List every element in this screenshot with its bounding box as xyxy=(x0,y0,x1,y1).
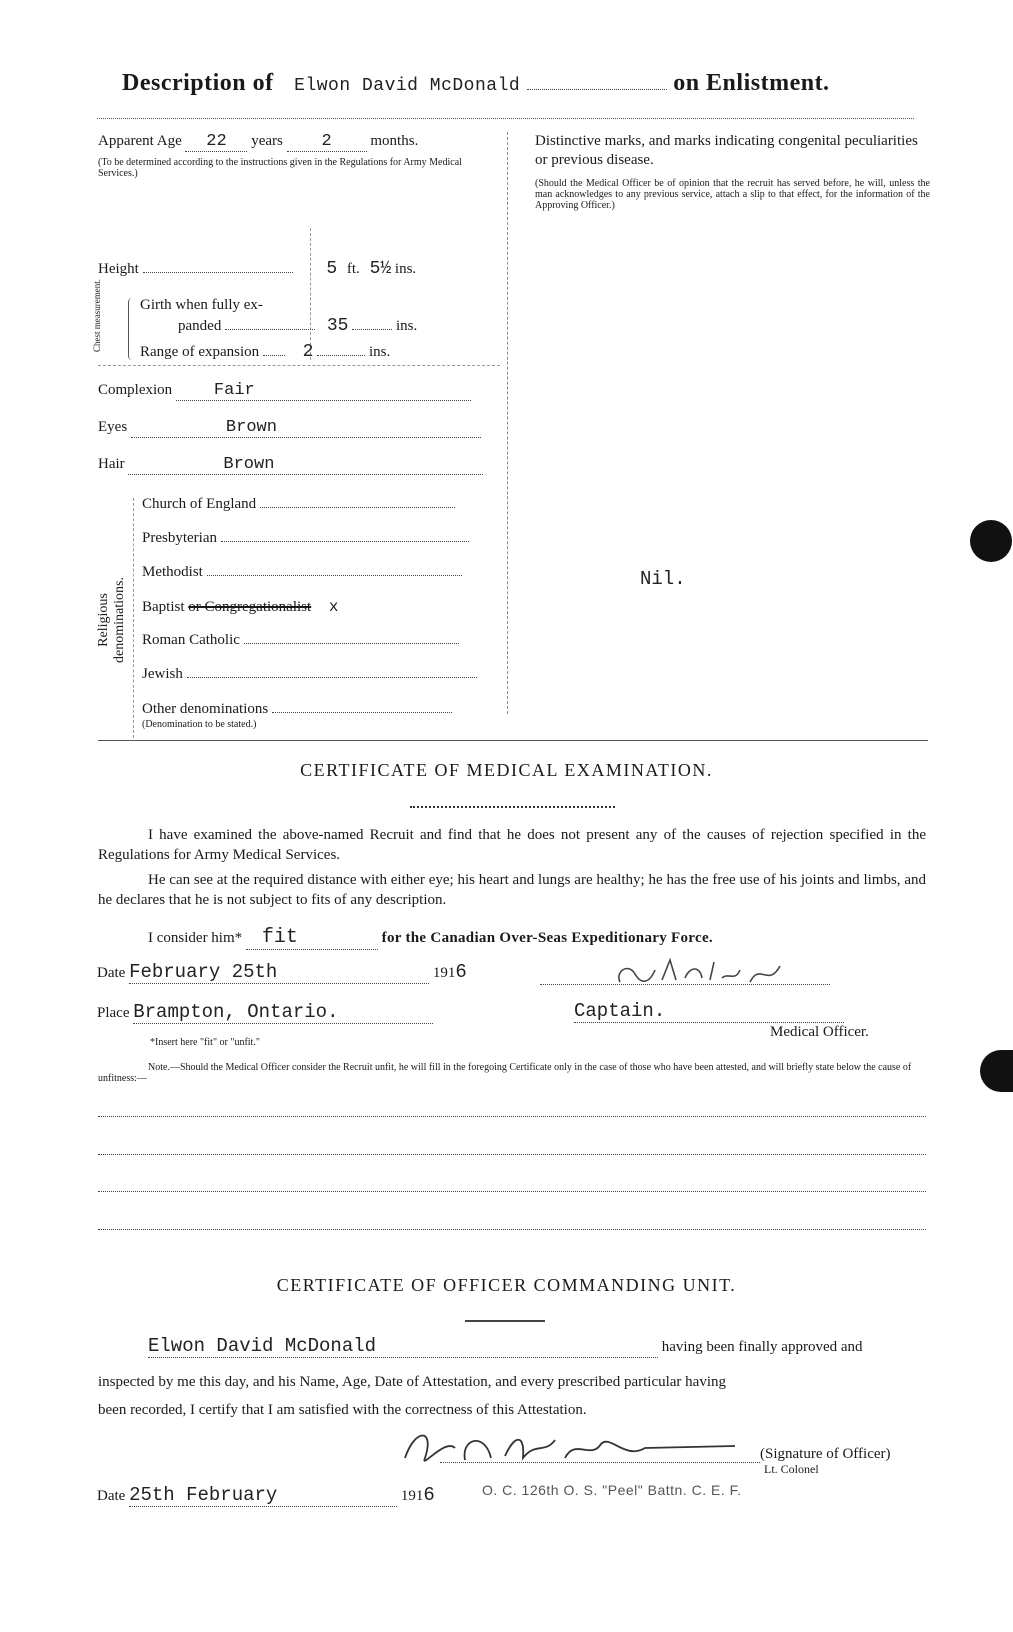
commanding-rank-stamp: Lt. Colonel xyxy=(764,1462,819,1476)
commanding-text-2: inspected by me this day, and his Name, Age, Date of Attestation, and every prescribed particular having xyxy=(98,1374,727,1390)
complexion-label: Complexion xyxy=(98,382,173,398)
unfit-line-1 xyxy=(98,1116,926,1117)
eyes-value: Brown xyxy=(131,418,481,438)
ins-label: ins. xyxy=(394,261,417,277)
section-rule xyxy=(98,740,928,741)
commanding-signature xyxy=(395,1418,755,1474)
religion-item-5 xyxy=(142,666,492,683)
religion-label: Methodist xyxy=(142,564,203,580)
medical-para-1: I have examined the above-named Recruit and find that he does not present any of the causes of rejection specified in the Regulations for Army Medical Services. xyxy=(98,827,926,863)
hair-row xyxy=(98,455,498,475)
religion-side-label: Religious denominations. xyxy=(96,577,127,663)
months-label: months. xyxy=(370,133,419,149)
religion-label: Baptist xyxy=(142,599,185,615)
medical-year-prefix: 191 xyxy=(432,965,456,981)
medical-year-digit: 6 xyxy=(455,961,467,983)
range-dots-2 xyxy=(317,351,365,356)
distinctive-value: Nil. xyxy=(640,568,686,590)
commanding-signature-line xyxy=(440,1462,760,1463)
religion-item-1 xyxy=(142,530,492,547)
religion-struck: or Congregationalist xyxy=(188,599,312,615)
binder-hole-top xyxy=(970,520,1012,562)
height-row xyxy=(98,259,498,279)
religion-item-0 xyxy=(142,496,492,513)
consider-prefix: I consider him* xyxy=(148,930,243,946)
commanding-text-1: having been finally approved and xyxy=(661,1339,863,1355)
medical-date-value: February 25th xyxy=(129,961,429,984)
range-row xyxy=(140,342,500,362)
medical-officer-label: Medical Officer. xyxy=(770,1024,869,1040)
religion-dots xyxy=(244,639,459,644)
girth-dots xyxy=(225,325,315,330)
age-label: Apparent Age xyxy=(98,133,182,149)
height-dots xyxy=(143,268,293,273)
medical-date-label: Date xyxy=(97,965,126,981)
religion-dots xyxy=(207,571,462,576)
medical-place-row xyxy=(97,1001,537,1024)
girth-label-1: Girth when fully ex- xyxy=(140,297,263,313)
religion-dots xyxy=(272,708,452,713)
ft-label: ft. xyxy=(346,261,360,277)
religion-item-2 xyxy=(142,564,492,581)
commanding-date-row xyxy=(97,1484,497,1507)
medical-note: Note.—Should the Medical Officer consider the Recruit unfit, he will fill in the foregoing Certificate only in the case of those who have been attested, and will briefly state below the cause of unfitness:— xyxy=(98,1062,912,1084)
medical-footnote: *Insert here "fit" or "unfit." xyxy=(150,1037,260,1048)
recruit-name: Elwon David McDonald xyxy=(294,76,521,96)
girth-row xyxy=(140,316,500,336)
commanding-title-rule xyxy=(465,1320,545,1322)
commanding-date-value: 25th February xyxy=(129,1484,397,1507)
religion-dots xyxy=(221,537,469,542)
column-divider xyxy=(507,132,508,714)
hair-label: Hair xyxy=(98,456,125,472)
commanding-name: Elwon David McDonald xyxy=(148,1335,658,1358)
title-dots xyxy=(527,85,667,90)
religion-label: Other denominations xyxy=(142,701,269,717)
height-inches: 5½ xyxy=(369,259,392,279)
header-rule xyxy=(97,118,914,119)
girth-label-2: panded xyxy=(178,318,222,334)
religion-label: Presbyterian xyxy=(142,530,217,546)
distinctive-heading: Distinctive marks, and marks indicating congenital peculiarities or previous disease. xyxy=(535,133,918,168)
measure-divider xyxy=(310,228,311,360)
range-label: Range of expansion xyxy=(140,344,260,360)
religion-dots xyxy=(260,503,455,508)
commanding-date-label: Date xyxy=(97,1488,126,1504)
age-years: 22 xyxy=(185,132,247,152)
age-row xyxy=(98,132,418,152)
religion-divider xyxy=(133,498,134,738)
girth-dots-2 xyxy=(352,325,392,330)
range-dots xyxy=(263,351,285,356)
medical-date-row xyxy=(97,961,497,984)
girth-value: 35 xyxy=(326,316,349,336)
chest-brace xyxy=(128,298,135,360)
title-suffix: on Enlistment. xyxy=(673,70,830,96)
unfit-line-4 xyxy=(98,1229,926,1230)
age-months: 2 xyxy=(287,132,367,152)
chest-rule xyxy=(98,365,500,366)
header-title xyxy=(122,70,907,97)
commanding-title: CERTIFICATE OF OFFICER COMMANDING UNIT. xyxy=(276,1275,737,1295)
complexion-row xyxy=(98,381,498,401)
commanding-name-row xyxy=(148,1335,928,1358)
commanding-signature-label: (Signature of Officer) xyxy=(760,1446,891,1462)
range-unit: ins. xyxy=(368,344,391,360)
religion-label: Church of England xyxy=(142,496,257,512)
height-label: Height xyxy=(98,261,139,277)
medical-place-label: Place xyxy=(97,1005,130,1021)
commanding-year-prefix: 191 xyxy=(400,1488,424,1504)
medical-para-2: He can see at the required distance with either eye; his heart and lungs are healthy; he has the free use of his joints and limbs, and he declares that he is not subject to fits of any description. xyxy=(98,872,926,908)
medical-title-rule xyxy=(410,806,615,808)
religion-item-6 xyxy=(142,701,492,718)
consider-row xyxy=(148,926,928,950)
religion-item-4 xyxy=(142,632,492,649)
religion-label: Roman Catholic xyxy=(142,632,240,648)
commanding-year-digit: 6 xyxy=(423,1484,435,1506)
religion-other-note: (Denomination to be stated.) xyxy=(142,719,257,730)
medical-signature xyxy=(610,952,830,994)
chest-side-label: Chest measurement. xyxy=(92,279,102,352)
commanding-unit-stamp: O. C. 126th O. S. "Peel" Battn. C. E. F. xyxy=(482,1482,742,1498)
girth-unit: ins. xyxy=(395,318,418,334)
eyes-label: Eyes xyxy=(98,419,128,435)
binder-hole-bottom xyxy=(980,1050,1013,1092)
consider-suffix: for the Canadian Over-Seas Expeditionary Force. xyxy=(381,930,713,946)
consider-value: fit xyxy=(246,926,378,950)
title-prefix: Description of xyxy=(122,70,274,96)
height-feet: 5 xyxy=(326,259,338,279)
eyes-row xyxy=(98,418,498,438)
medical-place-value: Brampton, Ontario. xyxy=(133,1001,433,1024)
age-note: (To be determined according to the instructions given in the Regulations for Army Medical Services.) xyxy=(98,157,462,179)
commanding-text-3: been recorded, I certify that I am satisfied with the correctness of this Attestation. xyxy=(98,1402,587,1418)
religion-mark: x xyxy=(328,598,339,616)
religion-label: Jewish xyxy=(142,666,183,682)
religion-item-3 xyxy=(142,598,492,616)
unfit-line-3 xyxy=(98,1191,926,1192)
complexion-value: Fair xyxy=(176,381,471,401)
distinctive-note: (Should the Medical Officer be of opinion that the recruit has served before, he will, unless the man acknowledges to any previous service, attach a slip to that effect, for the information of the Approving Officer.) xyxy=(535,178,930,211)
unfit-line-2 xyxy=(98,1154,926,1155)
years-label: years xyxy=(251,133,283,149)
religion-dots xyxy=(187,673,477,678)
range-value: 2 xyxy=(302,342,314,362)
hair-value: Brown xyxy=(128,455,483,475)
medical-title: CERTIFICATE OF MEDICAL EXAMINATION. xyxy=(300,760,713,780)
medical-rank: Captain. xyxy=(574,1000,844,1023)
